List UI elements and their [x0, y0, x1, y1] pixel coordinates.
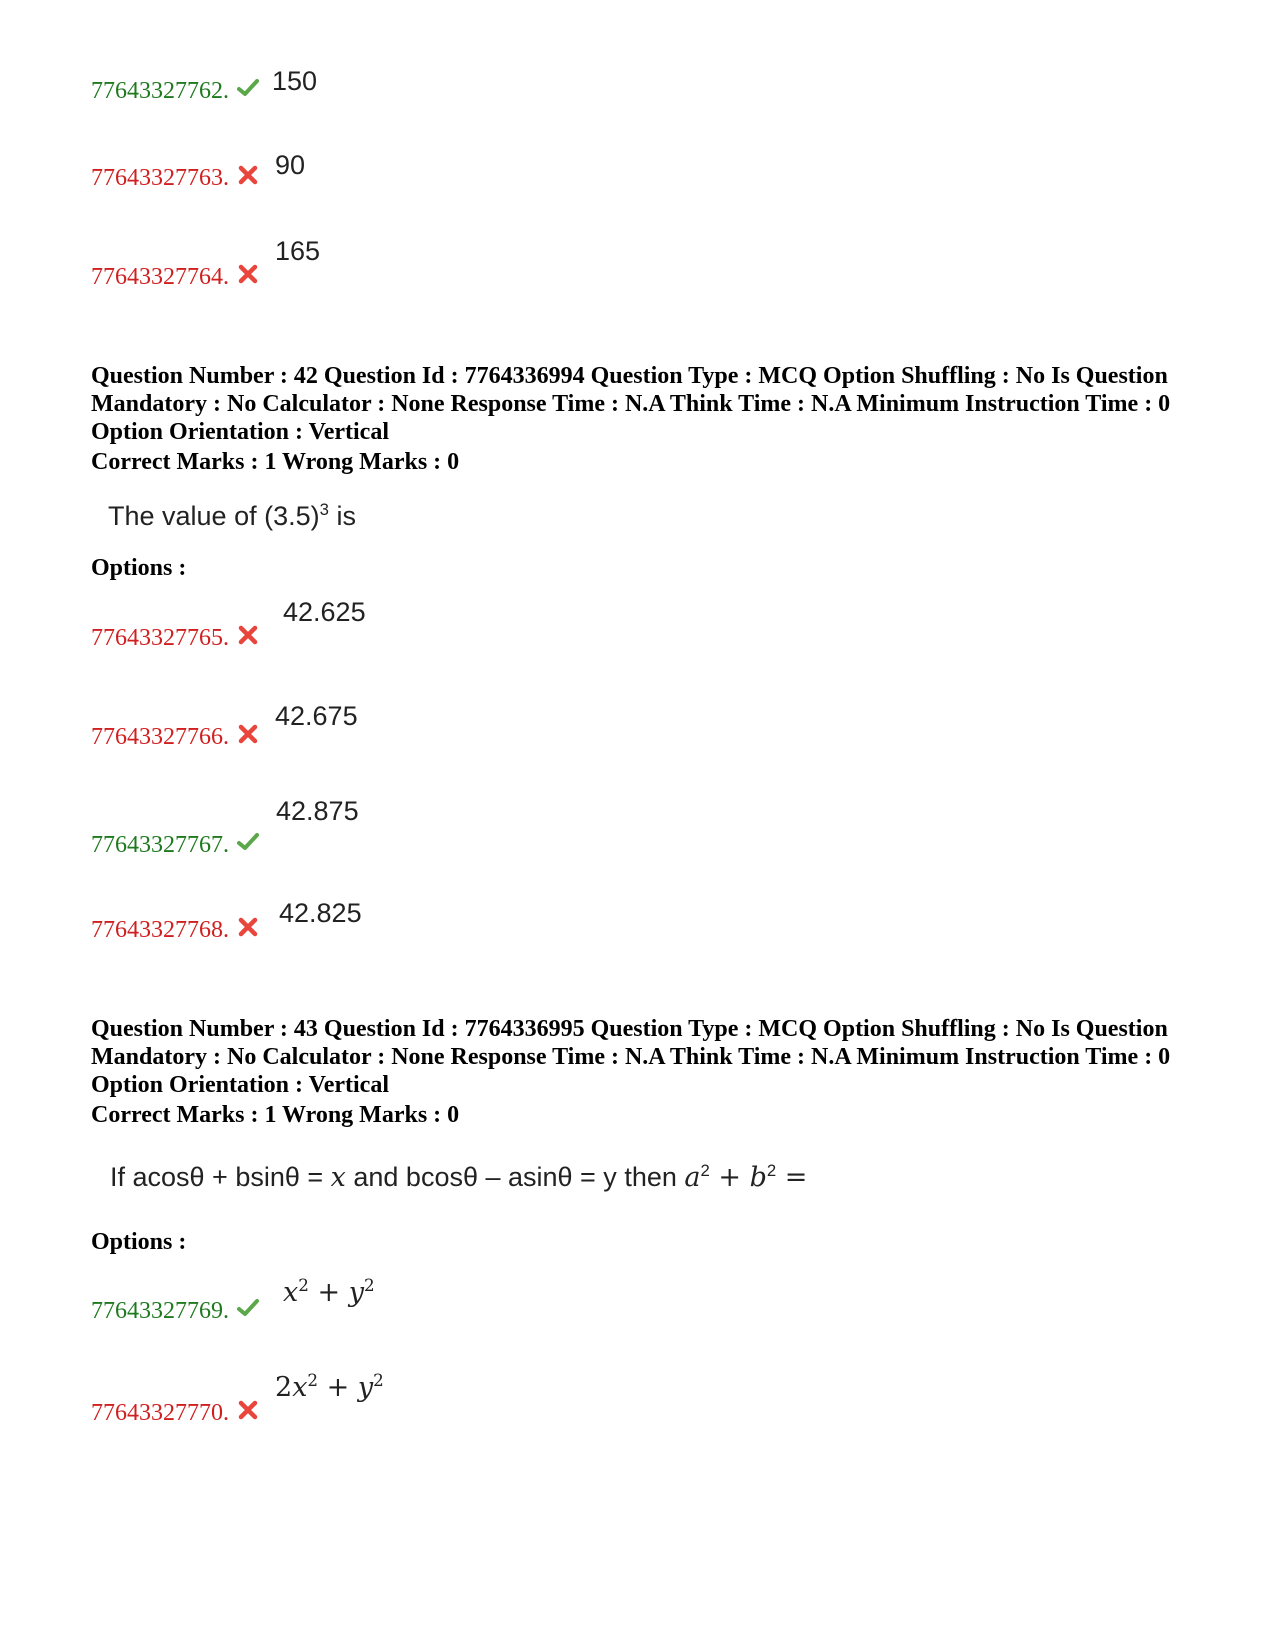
option-row [91, 624, 259, 652]
cross-icon [237, 1399, 259, 1421]
check-icon [237, 77, 259, 99]
cross-icon [237, 916, 259, 938]
option-id: 77643327766. [91, 724, 229, 750]
option-value: 42.625 [283, 597, 366, 627]
option-row [91, 77, 259, 105]
option-row [91, 164, 259, 192]
option-value: 42.875 [276, 796, 359, 826]
cross-icon [237, 624, 259, 646]
check-icon [237, 1297, 259, 1319]
option-var-y: y [348, 1277, 364, 1308]
cross-icon [237, 263, 259, 285]
question-meta: Question Number : 43 Question Id : 7764336995 Question Type : MCQ Option Shuffling : No Is Question Mandatory : No Calculator : None Response Time : N.A Think Time : N.A Minimum Instruction Time : 0 Option Orientation : Vertical [91, 1016, 1171, 1098]
question-text-suffix: is [328, 501, 356, 531]
question-var-b: b [749, 1162, 767, 1193]
cross-icon [237, 723, 259, 745]
option-value: $2x^2 + y^2$ [275, 1370, 384, 1403]
option-value: 150 [272, 66, 318, 96]
option-id: 77643327764. [91, 264, 229, 290]
question-exponent: 3 [319, 500, 329, 519]
question-marks: Correct Marks : 1 Wrong Marks : 0 [91, 449, 460, 475]
options-label: Options : [91, 1229, 187, 1255]
question-text-prefix: The value of (3.5) [108, 501, 320, 531]
option-var-x: x [292, 1372, 308, 1403]
option-var-x: x [283, 1277, 299, 1308]
question-marks: Correct Marks : 1 Wrong Marks : 0 [91, 1102, 460, 1128]
question-var-x: x [330, 1162, 346, 1193]
option-row [91, 831, 259, 859]
question-plus: + [709, 1162, 750, 1193]
option-id: 77643327763. [91, 165, 229, 191]
question-equals: = [776, 1162, 808, 1193]
option-value: 42.675 [275, 701, 358, 731]
question-exp-a: 2 [700, 1161, 710, 1180]
option-row [91, 916, 259, 944]
option-row [91, 1297, 259, 1325]
option-value: 165 [275, 236, 321, 266]
cross-icon [237, 164, 259, 186]
option-value: $x^2 + y^2$ [283, 1275, 375, 1308]
option-id: 77643327770. [91, 1400, 229, 1426]
question-text-part1: If acosθ + bsinθ = [110, 1162, 331, 1192]
options-label: Options : [91, 555, 187, 581]
question-text [110, 1160, 807, 1195]
question-exp-b: 2 [766, 1161, 777, 1180]
option-value: 42.825 [279, 898, 362, 928]
option-row [91, 723, 259, 751]
option-id: 77643327767. [91, 832, 229, 858]
question-meta: Question Number : 42 Question Id : 7764336994 Question Type : MCQ Option Shuffling : No Is Question Mandatory : No Calculator : None Response Time : N.A Think Time : N.A Minimum Instruction Time : 0 Option Orientation : Vertical [91, 363, 1171, 445]
option-var-y: y [357, 1372, 374, 1403]
option-id: 77643327765. [91, 625, 229, 651]
question-text [108, 499, 356, 533]
option-id: 77643327769. [91, 1298, 229, 1324]
option-row [91, 1399, 259, 1427]
option-id: 77643327768. [91, 917, 229, 943]
question-text-part2: and bcosθ – asinθ = y then [345, 1162, 685, 1192]
option-id: 77643327762. [91, 78, 229, 104]
question-var-a: a [684, 1162, 701, 1193]
option-row [91, 263, 259, 291]
check-icon [237, 831, 259, 853]
option-value: 90 [275, 150, 306, 180]
